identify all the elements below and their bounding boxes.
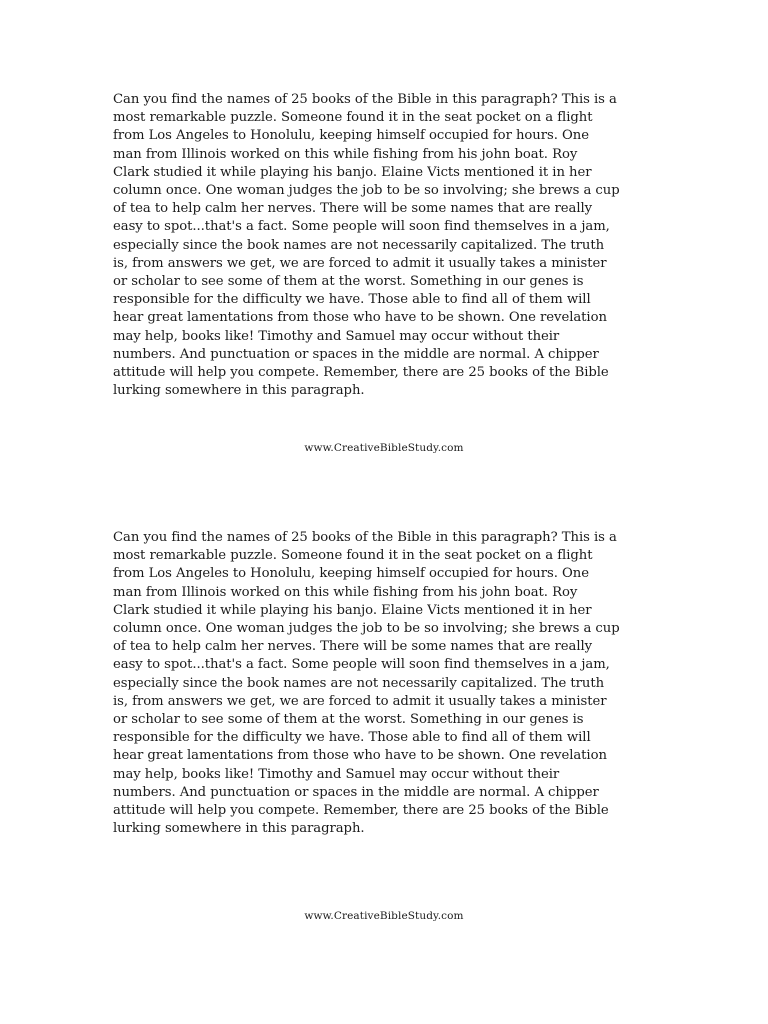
paragraph-line: attitude will help you compete. Remember, there are 25 books of the Bible — [113, 365, 609, 381]
paragraph-line: Can you find the names of 25 books of the Bible in this paragraph? This is a — [113, 530, 617, 545]
paragraph-line: from Los Angeles to Honolulu, keeping himself occupied for hours. One — [113, 128, 589, 144]
paragraph-line: man from Illinois worked on this while fishing from his john boat. Roy — [113, 146, 578, 162]
paragraph-line: may help, books like! Timothy and Samuel may occur without their — [113, 766, 560, 782]
paragraph-line: attitude will help you compete. Remember, there are 25 books of the Bible — [113, 803, 609, 819]
paragraph-line: of tea to help calm her nerves. There will be some names that are really — [113, 201, 593, 217]
paragraph-line: Clark studied it while playing his banjo. Elaine Victs mentioned it in her — [113, 164, 592, 180]
paragraph-line: man from Illinois worked on this while fishing from his john boat. Roy — [113, 584, 578, 600]
paragraph-line: column once. One woman judges the job to be so involving; she brews a cup — [113, 183, 620, 199]
paragraph-line: numbers. And punctuation or spaces in the middle are normal. A chipper — [113, 346, 599, 362]
website-footer[interactable]: www.CreativeBibleStudy.com — [304, 442, 464, 454]
paragraph-line: lurking somewhere in this paragraph. — [113, 821, 365, 837]
paragraph-line: is, from answers we get, we are forced to admit it usually takes a minister — [113, 693, 607, 709]
paragraph-line: is, from answers we get, we are forced to admit it usually takes a minister — [113, 255, 607, 271]
paragraph-line: Clark studied it while playing his banjo. Elaine Victs mentioned it in her — [113, 602, 592, 618]
paragraph-line: most remarkable puzzle. Someone found it in the seat pocket on a flight — [113, 548, 593, 564]
paragraph-line: hear great lamentations from those who have to be shown. One revelation — [113, 310, 607, 326]
puzzle-paragraph — [113, 91, 663, 400]
paragraph-line: responsible for the difficulty we have. Those able to find all of them will — [113, 730, 591, 746]
paragraph-line: numbers. And punctuation or spaces in the middle are normal. A chipper — [113, 784, 599, 800]
paragraph-line: easy to spot...that's a fact. Some people will soon find themselves in a jam, — [113, 219, 610, 235]
paragraph-line: or scholar to see some of them at the worst. Something in our genes is — [113, 712, 584, 728]
paragraph-line: especially since the book names are not necessarily capitalized. The truth — [113, 237, 605, 253]
paragraph-line: Can you find the names of 25 books of the Bible in this paragraph? This is a — [113, 92, 617, 107]
paragraph-line: from Los Angeles to Honolulu, keeping himself occupied for hours. One — [113, 566, 589, 582]
paragraph-line: hear great lamentations from those who have to be shown. One revelation — [113, 748, 607, 764]
paragraph-line: especially since the book names are not necessarily capitalized. The truth — [113, 675, 605, 691]
puzzle-paragraph-repeat — [113, 529, 663, 838]
website-footer-repeat[interactable]: www.CreativeBibleStudy.com — [304, 910, 464, 922]
paragraph-line: most remarkable puzzle. Someone found it in the seat pocket on a flight — [113, 110, 593, 126]
paragraph-line: or scholar to see some of them at the worst. Something in our genes is — [113, 274, 584, 290]
paragraph-line: easy to spot...that's a fact. Some people will soon find themselves in a jam, — [113, 657, 610, 673]
paragraph-line: responsible for the difficulty we have. Those able to find all of them will — [113, 292, 591, 308]
paragraph-line: lurking somewhere in this paragraph. — [113, 383, 365, 399]
paragraph-line: may help, books like! Timothy and Samuel may occur without their — [113, 328, 560, 344]
paragraph-line: of tea to help calm her nerves. There will be some names that are really — [113, 639, 593, 655]
paragraph-line: column once. One woman judges the job to be so involving; she brews a cup — [113, 621, 620, 637]
